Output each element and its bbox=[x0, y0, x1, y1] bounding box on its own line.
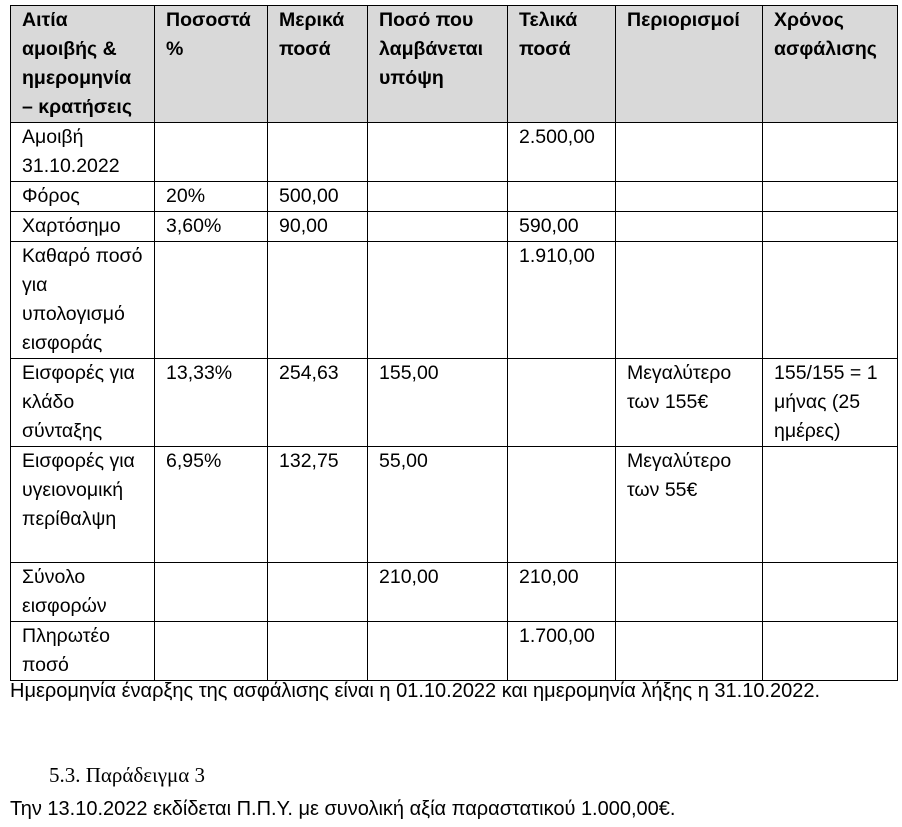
table-row bbox=[11, 182, 898, 212]
cell-partial-amount bbox=[268, 622, 368, 681]
cell-amount-considered bbox=[368, 622, 508, 681]
table-row bbox=[11, 622, 898, 681]
cell-insurance-time bbox=[763, 212, 898, 242]
cell-amount-considered: 210,00 bbox=[368, 563, 508, 622]
cell-final-amount: 210,00 bbox=[508, 563, 616, 622]
cell-partial-amount: 500,00 bbox=[268, 182, 368, 212]
cell-cause: Σύνολο εισφορών bbox=[11, 563, 155, 622]
cell-insurance-time bbox=[763, 123, 898, 182]
cell-insurance-time: 155/155 = 1 μήνας (25 ημέρες) bbox=[763, 359, 898, 447]
header-percentages: Ποσοστά % bbox=[155, 6, 268, 123]
cell-final-amount bbox=[508, 447, 616, 563]
cell-limit bbox=[616, 123, 763, 182]
cell-partial-amount bbox=[268, 123, 368, 182]
cell-partial-amount: 132,75 bbox=[268, 447, 368, 563]
cell-limit: Μεγαλύτερο των 155€ bbox=[616, 359, 763, 447]
cell-partial-amount: 254,63 bbox=[268, 359, 368, 447]
table-row bbox=[11, 212, 898, 242]
cell-cause: Καθαρό ποσό για υπολογισμό εισφοράς bbox=[11, 242, 155, 359]
cell-cause: Χαρτόσημο bbox=[11, 212, 155, 242]
section-heading: 5.3. Παράδειγμα 3 bbox=[49, 763, 206, 787]
cell-percentage bbox=[155, 622, 268, 681]
cell-percentage bbox=[155, 563, 268, 622]
cell-cause: Αμοιβή 31.10.2022 bbox=[11, 123, 155, 182]
cell-partial-amount bbox=[268, 242, 368, 359]
cell-percentage bbox=[155, 123, 268, 182]
cell-limit bbox=[616, 563, 763, 622]
cell-amount-considered: 155,00 bbox=[368, 359, 508, 447]
cell-amount-considered bbox=[368, 242, 508, 359]
table-row bbox=[11, 242, 898, 359]
cell-cause: Εισφορές για κλάδο σύνταξης bbox=[11, 359, 155, 447]
cell-amount-considered: 55,00 bbox=[368, 447, 508, 563]
table-row bbox=[11, 359, 898, 447]
header-amount-considered: Ποσό που λαμβάνεται υπόψη bbox=[368, 6, 508, 123]
cell-percentage: 3,60% bbox=[155, 212, 268, 242]
cell-limit bbox=[616, 212, 763, 242]
cell-insurance-time bbox=[763, 182, 898, 212]
cell-limit bbox=[616, 622, 763, 681]
header-final-amounts: Τελικά ποσά bbox=[508, 6, 616, 123]
header-insurance-time: Χρόνος ασφάλισης bbox=[763, 6, 898, 123]
cell-final-amount: 2.500,00 bbox=[508, 123, 616, 182]
cell-cause: Πληρωτέο ποσό bbox=[11, 622, 155, 681]
cell-final-amount: 1.910,00 bbox=[508, 242, 616, 359]
cell-final-amount bbox=[508, 182, 616, 212]
cell-amount-considered bbox=[368, 212, 508, 242]
cell-percentage: 6,95% bbox=[155, 447, 268, 563]
table-header-row bbox=[11, 6, 898, 123]
cell-insurance-time bbox=[763, 563, 898, 622]
cell-cause: Εισφορές για υγειονομική περίθαλψη bbox=[11, 447, 155, 563]
cell-limit bbox=[616, 242, 763, 359]
cell-percentage: 20% bbox=[155, 182, 268, 212]
cell-insurance-time bbox=[763, 622, 898, 681]
cell-insurance-time bbox=[763, 447, 898, 563]
cell-cause: Φόρος bbox=[11, 182, 155, 212]
header-limits: Περιορισμοί bbox=[616, 6, 763, 123]
table-row bbox=[11, 563, 898, 622]
insurance-dates-paragraph: Ημερομηνία έναρξης της ασφάλισης είναι η 01.10.2022 και ημερομηνία λήξης η 31.10.2022. bbox=[10, 680, 821, 702]
header-partial-amounts: Μερικά ποσά bbox=[268, 6, 368, 123]
cell-amount-considered bbox=[368, 123, 508, 182]
contributions-table bbox=[10, 5, 898, 681]
cell-final-amount: 590,00 bbox=[508, 212, 616, 242]
cell-limit bbox=[616, 182, 763, 212]
cell-percentage bbox=[155, 242, 268, 359]
cell-insurance-time bbox=[763, 242, 898, 359]
cell-partial-amount bbox=[268, 563, 368, 622]
cell-amount-considered bbox=[368, 182, 508, 212]
cell-partial-amount: 90,00 bbox=[268, 212, 368, 242]
cell-limit: Μεγαλύτερο των 55€ bbox=[616, 447, 763, 563]
cell-percentage: 13,33% bbox=[155, 359, 268, 447]
cell-final-amount: 1.700,00 bbox=[508, 622, 616, 681]
example-paragraph: Την 13.10.2022 εκδίδεται Π.Π.Υ. με συνολική αξία παραστατικού 1.000,00€. bbox=[10, 798, 676, 820]
table-row bbox=[11, 447, 898, 563]
table-row bbox=[11, 123, 898, 182]
cell-final-amount bbox=[508, 359, 616, 447]
header-cause: Αιτία αμοιβής & ημερομηνία – κρατήσεις bbox=[11, 6, 155, 123]
